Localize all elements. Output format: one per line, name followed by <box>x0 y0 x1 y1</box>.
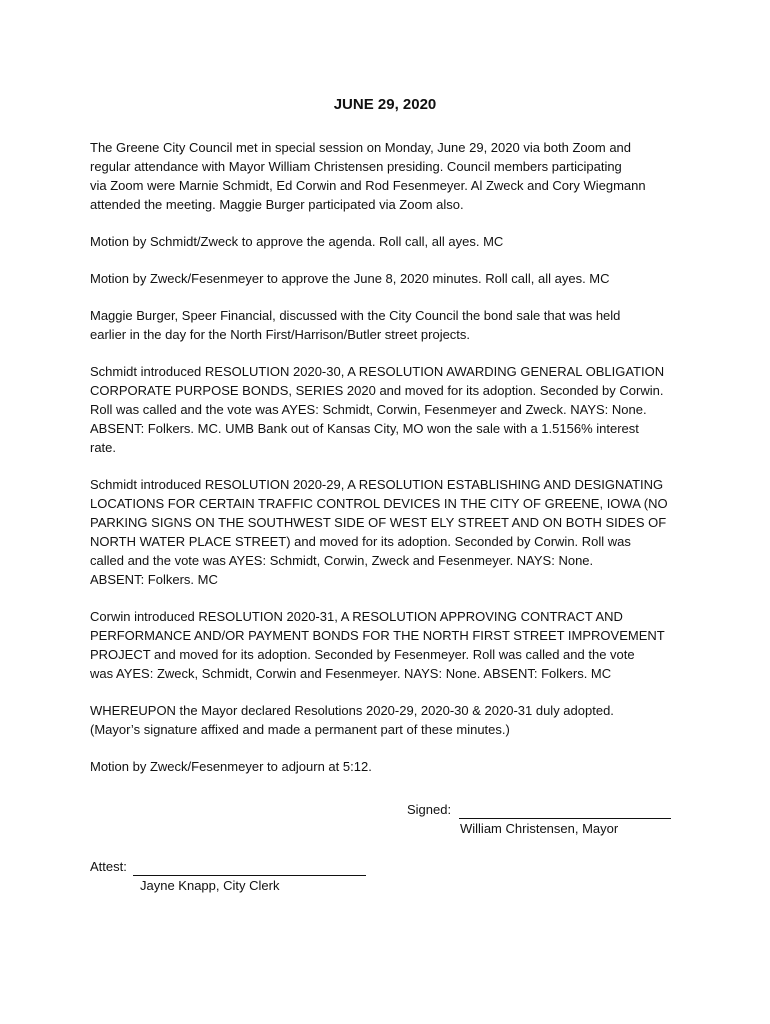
paragraph-agenda-motion <box>90 232 690 251</box>
paragraph-session-opening <box>90 138 690 214</box>
text-line: LOCATIONS FOR CERTAIN TRAFFIC CONTROL DEVICES IN THE CITY OF GREENE, IOWA (NO <box>90 496 668 511</box>
text-line: called and the vote was AYES: Schmidt, Corwin, Zweck and Fesenmeyer. NAYS: None. <box>90 553 594 568</box>
text-line: PROJECT and moved for its adoption. Seconded by Fesenmeyer. Roll was called and the vote <box>90 647 635 662</box>
signature-line <box>459 803 671 819</box>
paragraph-resolution-2020-29 <box>90 475 690 589</box>
minutes-body <box>90 138 690 794</box>
mayor-signature-block <box>407 800 707 838</box>
text-line: Maggie Burger, Speer Financial, discussed with the City Council the bond sale that was held <box>90 308 621 323</box>
text-line: CORPORATE PURPOSE BONDS, SERIES 2020 and moved for its adoption. Seconded by Corwin. <box>90 383 664 398</box>
attest-signature-line <box>133 860 366 876</box>
attest-label: Attest: <box>90 859 127 874</box>
paragraph-resolution-2020-31 <box>90 607 690 683</box>
text-line: ABSENT: Folkers. MC. UMB Bank out of Kansas City, MO won the sale with a 1.5156% interest <box>90 421 639 436</box>
paragraph-adjourn-motion <box>90 757 690 776</box>
text-line: regular attendance with Mayor William Christensen presiding. Council members participating <box>90 159 622 174</box>
text-line: was AYES: Zweck, Schmidt, Corwin and Fesenmeyer. NAYS: None. ABSENT: Folkers. MC <box>90 666 612 681</box>
text-line: The Greene City Council met in special session on Monday, June 29, 2020 via both Zoom and <box>90 140 632 155</box>
paragraph-resolution-2020-30 <box>90 362 690 457</box>
signed-label: Signed: <box>407 802 452 817</box>
text-line: PARKING SIGNS ON THE SOUTHWEST SIDE OF WEST ELY STREET AND ON BOTH SIDES OF <box>90 515 667 530</box>
text-line: attended the meeting. Maggie Burger participated via Zoom also. <box>90 197 464 212</box>
paragraph-bond-sale <box>90 306 690 344</box>
text-line: (Mayor’s signature affixed and made a permanent part of these minutes.) <box>90 722 510 737</box>
paragraph-minutes-motion <box>90 269 690 288</box>
text-line: Motion by Schmidt/Zweck to approve the agenda. Roll call, all ayes. MC <box>90 234 504 249</box>
text-line: Schmidt introduced RESOLUTION 2020-29, A RESOLUTION ESTABLISHING AND DESIGNATING <box>90 477 664 492</box>
clerk-name: Jayne Knapp, City Clerk <box>140 878 280 893</box>
text-line: earlier in the day for the North First/Harrison/Butler street projects. <box>90 327 471 342</box>
text-line: Roll was called and the vote was AYES: Schmidt, Corwin, Fesenmeyer and Zweck. NAYS: None. <box>90 402 647 417</box>
text-line: ABSENT: Folkers. MC <box>90 572 218 587</box>
attest-row <box>90 857 410 876</box>
text-line: Schmidt introduced RESOLUTION 2020-30, A RESOLUTION AWARDING GENERAL OBLIGATION <box>90 364 665 379</box>
clerk-attest-block <box>90 857 410 895</box>
paragraph-resolutions-adopted <box>90 701 690 739</box>
text-line: NORTH WATER PLACE STREET) and moved for its adoption. Seconded by Corwin. Roll was <box>90 534 631 549</box>
document-title: JUNE 29, 2020 <box>333 96 437 113</box>
text-line: WHEREUPON the Mayor declared Resolutions 2020-29, 2020-30 & 2020-31 duly adopted. <box>90 703 614 718</box>
signature-row <box>407 800 707 819</box>
text-line: Corwin introduced RESOLUTION 2020-31, A RESOLUTION APPROVING CONTRACT AND <box>90 609 623 624</box>
text-line: Motion by Zweck/Fesenmeyer to approve the June 8, 2020 minutes. Roll call, all ayes. MC <box>90 271 610 286</box>
text-line: PERFORMANCE AND/OR PAYMENT BONDS FOR THE NORTH FIRST STREET IMPROVEMENT <box>90 628 665 643</box>
mayor-name: William Christensen, Mayor <box>460 821 619 836</box>
text-line: via Zoom were Marnie Schmidt, Ed Corwin and Rod Fesenmeyer. Al Zweck and Cory Wiegmann <box>90 178 646 193</box>
text-line: rate. <box>90 440 117 455</box>
text-line: Motion by Zweck/Fesenmeyer to adjourn at 5:12. <box>90 759 372 774</box>
